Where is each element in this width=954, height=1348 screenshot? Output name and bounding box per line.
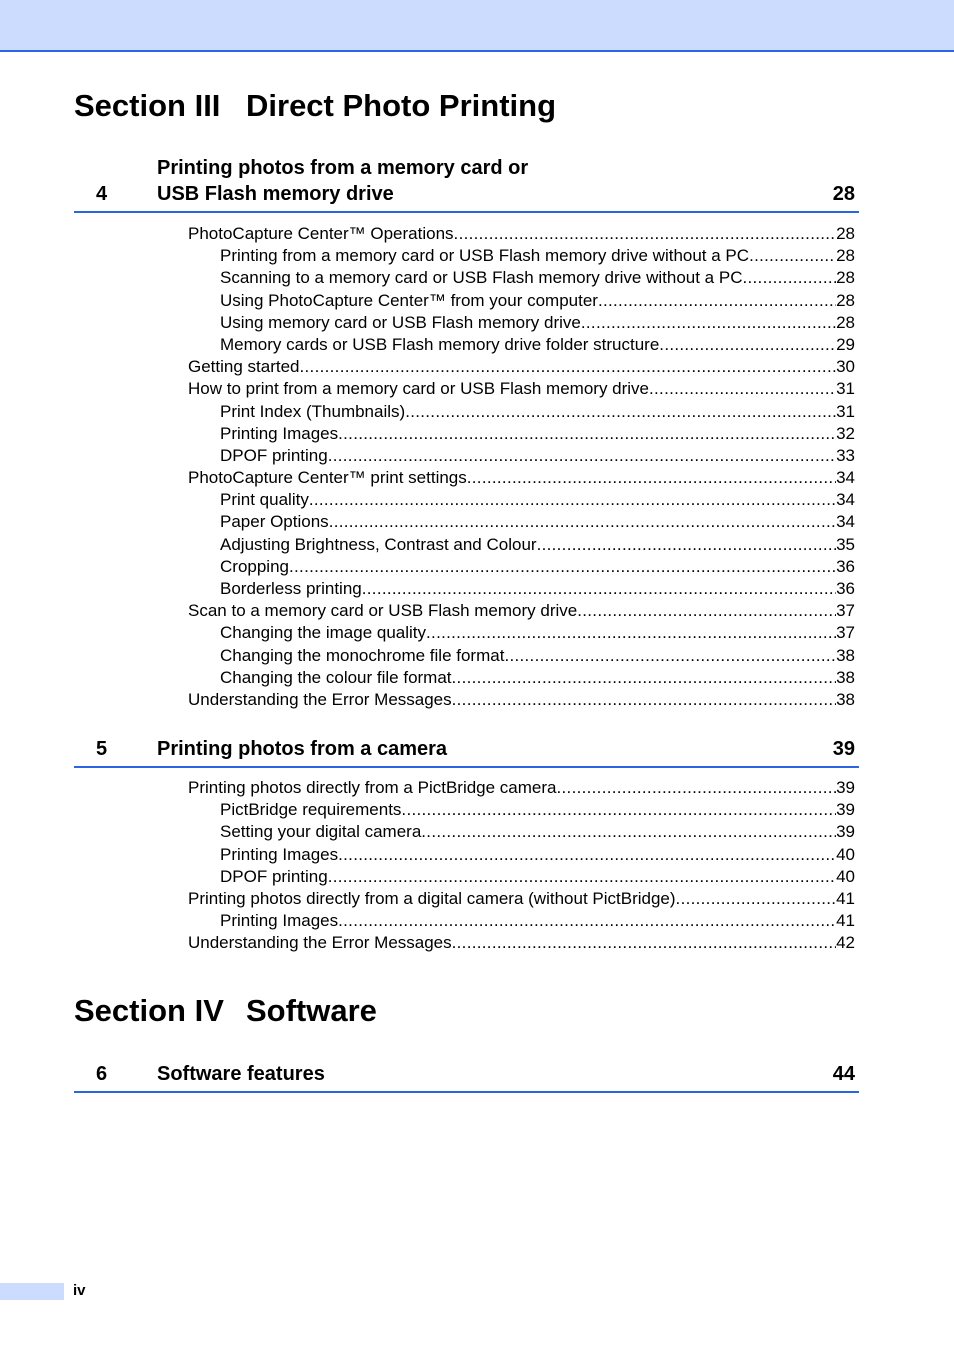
toc-entry[interactable] [188,645,855,667]
chapter-heading[interactable] [74,152,859,213]
toc-entry[interactable] [188,312,855,334]
toc-entry-label: Print Index (Thumbnails) [220,401,406,421]
toc-entry[interactable] [188,511,855,533]
toc-entry[interactable] [188,556,855,578]
chapter-title [157,155,528,207]
chapter-title: Software features [157,1063,325,1085]
toc-entry-label: Understanding the Error Messages [188,933,452,953]
dot-leader [742,267,836,289]
toc-entry-label: PictBridge requirements [220,800,402,820]
toc-entry-label: Printing photos directly from a PictBridge camera [188,778,557,797]
dot-leader [454,223,837,245]
toc-entry-label: Using memory card or USB Flash memory drive [220,312,581,332]
toc-entry-label: Adjusting Brightness, Contrast and Colour [220,534,537,554]
dot-leader [328,866,836,888]
toc-entry-label: Cropping [220,556,289,576]
toc-entry-label: Printing Images [220,423,339,443]
dot-leader [537,534,837,556]
toc-entry-page: 38 [836,689,855,709]
toc-entry-label: DPOF printing [220,445,328,465]
toc-entry-label: Printing from a memory card or USB Flash memory drive without a PC [220,246,750,266]
dot-leader [557,777,837,799]
toc-entry-page: 41 [836,911,855,931]
toc-entry-label: Paper Options [220,512,329,532]
dot-leader [338,844,836,866]
toc-entry-page: 28 [836,224,855,243]
toc-entry[interactable] [188,378,855,400]
toc-entry-page: 41 [836,888,855,908]
toc-entry-page: 39 [836,822,855,842]
toc-entry-page: 34 [836,490,855,510]
toc-entry-page: 31 [836,401,855,421]
toc-entry[interactable] [188,445,855,467]
toc-entry-label: PhotoCapture Center™ Operations [188,224,454,243]
dot-leader [405,401,836,423]
chapter-heading[interactable] [74,1058,859,1093]
toc-list [188,777,855,955]
chapter-title-line: USB Flash memory drive [157,183,394,205]
toc-entry[interactable] [188,600,855,622]
toc-entry[interactable] [188,888,855,910]
toc-entry[interactable] [188,356,855,378]
toc-entry-page: 36 [836,556,855,576]
dot-leader [577,600,836,622]
toc-entry[interactable] [188,467,855,489]
toc-entry[interactable] [188,267,855,289]
section-title [74,993,377,1029]
toc-entry-page: 37 [836,623,855,643]
dot-leader [676,888,837,910]
toc-entry-label: Print quality [220,490,309,510]
toc-entry-page: 34 [836,512,855,532]
toc-entry[interactable] [188,910,855,932]
dot-leader [649,378,836,400]
toc-entry-page: 31 [836,379,855,399]
dot-leader [309,489,836,511]
toc-entry-page: 30 [836,357,855,377]
toc-entry-page: 29 [836,334,855,354]
toc-list [188,223,855,711]
toc-entry[interactable] [188,667,855,689]
toc-entry-label: Understanding the Error Messages [188,689,452,709]
page-number: iv [73,1282,86,1299]
chapter-number: 6 [96,1063,108,1085]
dot-leader [338,910,836,932]
toc-entry-page: 38 [836,667,855,687]
header-band [0,0,954,52]
section-name: Direct Photo Printing [246,88,556,123]
toc-entry-page: 36 [836,579,855,598]
chapter-title-line: Printing photos from a memory card or [157,157,529,179]
toc-entry-page: 32 [836,423,855,443]
chapter-page: 44 [832,1063,855,1085]
toc-entry[interactable] [188,223,855,245]
toc-entry[interactable] [188,489,855,511]
toc-entry-page: 28 [836,246,855,266]
dot-leader [452,667,837,689]
toc-entry[interactable] [188,777,855,799]
toc-entry-label: Scan to a memory card or USB Flash memory drive [188,601,578,621]
toc-entry[interactable] [188,689,855,711]
toc-entry-label: Changing the monochrome file format [220,645,505,665]
dot-leader [452,932,836,954]
toc-entry[interactable] [188,245,855,267]
section-name: Software [246,993,377,1028]
toc-entry-page: 38 [836,645,855,665]
toc-entry-page: 40 [836,844,855,864]
toc-entry[interactable] [188,821,855,843]
chapter-page: 28 [832,183,855,205]
chapter-number: 4 [96,183,108,205]
dot-leader [421,821,836,843]
section-title [74,88,556,124]
dot-leader [289,556,836,578]
dot-leader [659,334,836,356]
toc-entry-page: 42 [836,933,855,953]
footer-band [0,1283,64,1300]
toc-entry-label: Borderless printing [220,579,362,598]
dot-leader [581,312,836,334]
toc-entry-label: Getting started [188,357,300,377]
chapter-heading[interactable] [74,733,859,768]
chapter-number: 5 [96,738,108,760]
toc-entry[interactable] [188,578,855,600]
toc-entry-label: Printing photos directly from a digital camera (without PictBridge) [188,888,676,908]
toc-entry-label: DPOF printing [220,866,328,886]
toc-entry-label: Changing the colour file format [220,667,452,687]
section-number: Section III [74,88,221,123]
dot-leader [749,245,836,267]
dot-leader [328,445,836,467]
dot-leader [598,290,836,312]
toc-entry-page: 39 [836,778,855,797]
toc-entry-page: 28 [836,268,855,288]
toc-entry-page: 37 [836,601,855,621]
toc-entry-label: Using PhotoCapture Center™ from your computer [220,290,598,310]
toc-entry[interactable] [188,334,855,356]
chapter-page: 39 [832,738,855,760]
dot-leader [504,645,836,667]
dot-leader [401,799,836,821]
dot-leader [329,511,836,533]
toc-entry[interactable] [188,622,855,644]
chapter-title: Printing photos from a camera [157,738,448,760]
toc-entry-label: Printing Images [220,844,339,864]
toc-entry[interactable] [188,932,855,954]
toc-entry-page: 34 [836,468,855,488]
toc-entry-page: 28 [836,312,855,332]
dot-leader [362,578,836,600]
toc-entry[interactable] [188,799,855,821]
toc-entry[interactable] [188,290,855,312]
toc-entry-label: Scanning to a memory card or USB Flash memory drive without a PC [220,268,743,288]
toc-entry-label: Setting your digital camera [220,822,422,842]
toc-entry[interactable] [188,534,855,556]
toc-entry[interactable] [188,844,855,866]
toc-entry-page: 40 [836,866,855,886]
toc-entry-label: How to print from a memory card or USB Flash memory drive [188,379,650,399]
toc-entry-page: 35 [836,534,855,554]
dot-leader [300,356,837,378]
toc-entry-label: Changing the image quality [220,623,427,643]
dot-leader [338,423,836,445]
dot-leader [426,622,836,644]
dot-leader [467,467,836,489]
toc-entry-label: Memory cards or USB Flash memory drive folder structure [220,334,660,354]
section-number: Section IV [74,993,224,1028]
toc-entry[interactable] [188,866,855,888]
toc-entry-page: 39 [836,800,855,820]
toc-entry-label: Printing Images [220,911,339,931]
toc-entry-page: 33 [836,445,855,465]
dot-leader [452,689,836,711]
toc-entry[interactable] [188,401,855,423]
toc-entry[interactable] [188,423,855,445]
toc-entry-label: PhotoCapture Center™ print settings [188,468,467,488]
toc-entry-page: 28 [836,290,855,310]
